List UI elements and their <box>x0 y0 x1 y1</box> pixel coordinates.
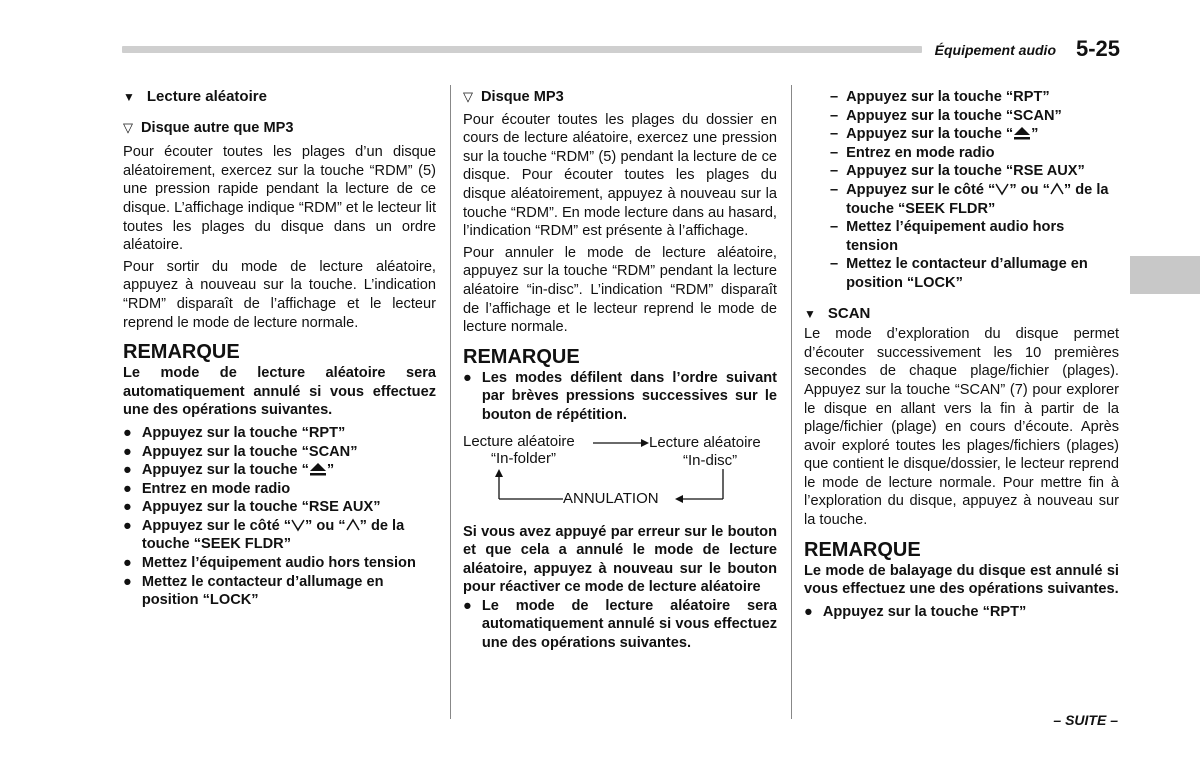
list-item: ● Appuyez sur la touche “RPT” <box>804 603 1027 620</box>
paragraph: Pour sortir du mode de lecture aléatoire, appuyez à nouveau sur la touche. L’indication “RDM” disparaît de l’affichage et le lecteur reprend le mode de lecture normale. <box>123 258 436 331</box>
list-item: ● Le mode de lecture aléatoire sera automatiquement annulé si vous effectuez une des opérations suivantes. <box>463 597 777 652</box>
open-triangle-icon: ▽ <box>463 89 473 104</box>
chapter-tab <box>1130 256 1200 294</box>
remarque-title: REMARQUE <box>463 345 580 368</box>
list-item: – Appuyez sur le côté “ ” ou “ ” de la touche “SEEK FLDR” <box>830 181 1109 217</box>
subsection-heading <box>463 88 777 107</box>
dash-list <box>804 88 1119 293</box>
list-item: ● Mettez l’équipement audio hors tension <box>123 555 416 572</box>
page-number: 5-25 <box>1075 36 1120 61</box>
header-rule <box>122 46 922 53</box>
section-heading <box>804 305 1119 324</box>
list-item: ● Les modes défilent dans l’ordre suivant par brèves pressions successives sur le bouton de répétition. <box>463 369 777 423</box>
diagram-label: Lecture aléatoire <box>463 432 575 450</box>
continued-marker: – SUITE – <box>1053 712 1118 728</box>
column-2 <box>463 88 777 653</box>
list-item: ● Appuyez sur la touche “RPT” <box>123 424 346 441</box>
chevron-up-icon <box>1050 182 1064 196</box>
paragraph: Pour annuler le mode de lecture aléatoire, appuyez sur la touche “RDM” pendant la lecture aléatoire “in-disc”. L’indication “RDM” disparaît de l’affichage et le lecteur reprend le mode de lecture normale. <box>463 244 777 336</box>
filled-triangle-icon: ▼ <box>123 90 135 104</box>
diagram-label: “In-folder” <box>491 449 557 467</box>
list-item: – Appuyez sur la touche “RSE AUX” <box>830 163 1085 180</box>
list-item: – Appuyez sur la touche “SCAN” <box>830 107 1062 124</box>
list-item: ● Mettez le contacteur d’allumage en position “LOCK” <box>123 573 384 609</box>
subsection-heading <box>123 119 436 138</box>
column-1 <box>123 88 436 610</box>
chevron-down-icon <box>291 518 305 532</box>
column-divider <box>791 85 792 719</box>
remarque-title: REMARQUE <box>804 538 921 561</box>
list-item: – Appuyez sur la touche “RPT” <box>830 89 1050 105</box>
list-item: – Appuyez sur la touche “ ” <box>830 126 1039 143</box>
diagram-label: “In-disc” <box>683 451 738 469</box>
list-item: – Mettez l’équipement audio hors tension <box>830 219 1065 254</box>
bullet-list <box>123 424 436 610</box>
list-item: ● Appuyez sur le côté “ ” ou “ ” de la touche “SEEK FLDR” <box>123 517 405 553</box>
list-item: – Entrez en mode radio <box>830 144 995 161</box>
column-3 <box>804 88 1119 621</box>
heading-text: SCAN <box>827 304 871 322</box>
paragraph: Le mode d’exploration du disque permet d’écouter successivement les 10 premières secondes de chaque plage/fichier (plages). Appuyez sur la touche “SCAN” (7) pour explorer le disque en allant vers la fin à partir de la plage/fichier (plage) en cours d’écoute. Après avoir exploré toutes les plages/fichiers (plages) que contient le disque/dossier, le lecteur reprend le mode de lecture normale. Pour mettre fin à l’exploration du disque, appuyez à nouveau sur la touche. <box>804 326 1119 529</box>
eject-icon <box>309 462 327 476</box>
open-triangle-icon: ▽ <box>123 119 133 135</box>
remarque-text: Le mode de lecture aléatoire sera automatiquement annulé si vous effectuez une des opérations suivantes. <box>123 365 436 419</box>
list-item: ● Entrez en mode radio <box>123 480 291 497</box>
subheading-text: Disque MP3 <box>481 89 564 105</box>
remarque-text: Le mode de balayage du disque est annulé si vous effectuez une des opérations suivantes. <box>804 562 1119 598</box>
chevron-down-icon <box>995 182 1009 196</box>
section-title: Équipement audio <box>934 42 1056 58</box>
subheading-text: Disque autre que MP3 <box>141 119 294 136</box>
eject-icon <box>1013 126 1031 140</box>
chevron-up-icon <box>346 518 360 532</box>
section-heading <box>123 88 436 107</box>
paragraph: Pour écouter toutes les plages du dossier en cours de lecture aléatoire, exercez une pression sur la touche “RDM” (5) pendant la lecture de ce disque. Pour écouter toutes les plages du disque aléatoirement, appuyez à nouveau sur la touche “RDM”. En mode lecture dans au hasard, l’indication “RDM” est présente à l’affichage. <box>463 111 777 240</box>
filled-triangle-icon: ▼ <box>804 306 816 321</box>
heading-text: Lecture aléatoire <box>146 88 267 105</box>
diagram-label: ANNULATION <box>563 489 659 507</box>
random-mode-diagram <box>463 433 777 513</box>
list-item: ● Appuyez sur la touche “SCAN” <box>123 443 358 460</box>
remarque-title: REMARQUE <box>123 341 240 364</box>
diagram-label: Lecture aléatoire <box>649 433 761 451</box>
list-item: – Mettez le contacteur d’allumage en position “LOCK” <box>830 256 1088 291</box>
list-item: ● Appuyez sur la touche “RSE AUX” <box>123 499 381 516</box>
list-item: ● Appuyez sur la touche “ ” <box>123 462 335 479</box>
column-divider <box>450 85 451 719</box>
paragraph: Pour écouter toutes les plages d’un disque aléatoirement, exercez sur la touche “RDM” (5) une pression rapide pendant la lecture de ce disque. L’affichage indique “RDM” et le lecteur lit toutes les plages du disque dans un ordre aléatoire. <box>123 144 436 254</box>
paragraph: Si vous avez appuyé par erreur sur le bouton et que cela a annulé le mode de lecture aléatoire, appuyez à nouveau sur le bouton pour réactiver ce mode de lecture aléatoire <box>463 523 777 596</box>
